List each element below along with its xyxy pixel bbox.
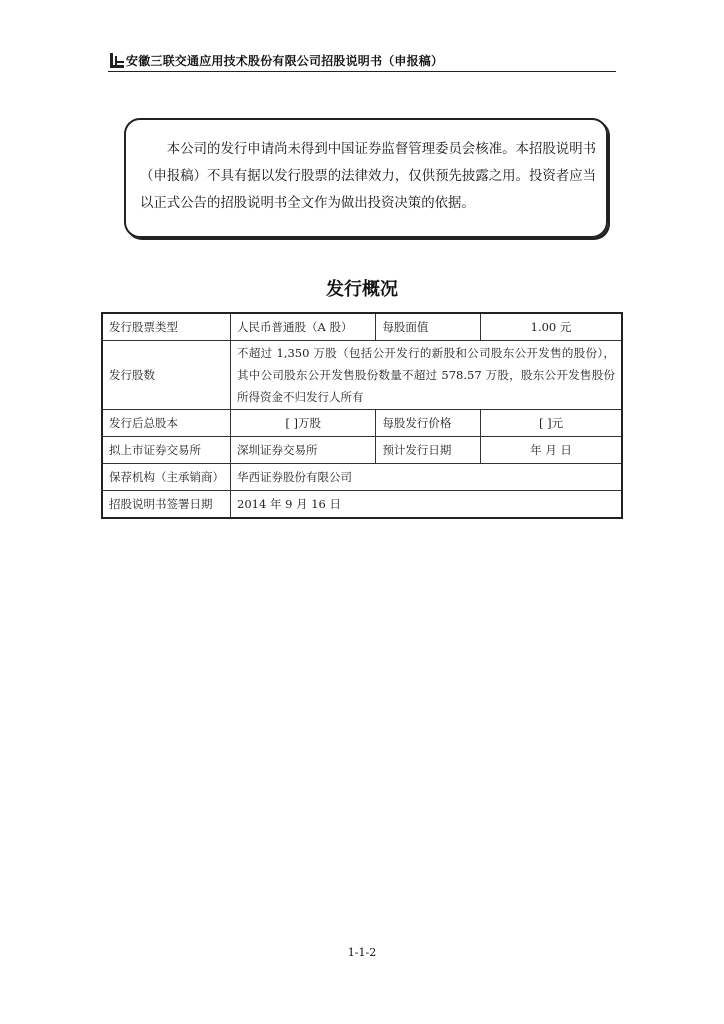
- total-shares-value: [ ]万股: [231, 410, 376, 437]
- notice-text: 本公司的发行申请尚未得到中国证券监督管理委员会核准。本招股说明书（申报稿）不具有据以发行股票的法律效力，仅供预先披露之用。投资者应当以正式公告的招股说明书全文作为做出投资决策的依据。: [140, 142, 596, 211]
- table-row: [102, 341, 622, 410]
- table-row: [102, 464, 622, 491]
- row-label-exchange: 拟上市证券交易所: [102, 437, 231, 464]
- row-label-issue-date: 预计发行日期: [376, 437, 481, 464]
- table-row: [102, 491, 622, 519]
- sponsor-value: 华西证券股份有限公司: [231, 464, 622, 491]
- section-title: 发行概况: [326, 279, 398, 300]
- page-number: 1-1-2: [347, 946, 377, 959]
- table-row: [102, 313, 622, 341]
- exchange-value: 深圳证券交易所: [231, 437, 376, 464]
- row-label-signing-date: 招股说明书签署日期: [102, 491, 231, 519]
- shares-issued-value: 不超过 1,350 万股（包括公开发行的新股和公司股东公开发售的股份），其中公司股东公开发售股份数量不超过 578.57 万股，股东公开发售股份所得资金不归发行人所有: [231, 341, 622, 410]
- row-label-shares-issued: 发行股数: [102, 341, 231, 410]
- row-label-total-shares: 发行后总股本: [102, 410, 231, 437]
- table-row: [102, 437, 622, 464]
- header-divider: [108, 71, 616, 72]
- signing-date-value: 2014 年 9 月 16 日: [231, 491, 622, 519]
- row-label-issue-price: 每股发行价格: [376, 410, 481, 437]
- issue-price-value: [ ]元: [481, 410, 622, 437]
- row-label-par-value: 每股面值: [376, 313, 481, 341]
- par-value: 1.00 元: [481, 313, 622, 341]
- header-title: 安徽三联交通应用技术股份有限公司招股说明书（申报稿）: [126, 54, 444, 68]
- row-label-stock-type: 发行股票类型: [102, 313, 231, 341]
- row-label-sponsor: 保荐机构（主承销商）: [102, 464, 231, 491]
- table-row: [102, 410, 622, 437]
- notice-box: [124, 118, 608, 238]
- issuance-overview-table: [101, 312, 623, 519]
- issue-date-value: 年 月 日: [481, 437, 622, 464]
- company-logo-icon: [110, 53, 124, 68]
- page-header: [108, 50, 616, 72]
- stock-type-value: 人民币普通股（A 股）: [231, 313, 376, 341]
